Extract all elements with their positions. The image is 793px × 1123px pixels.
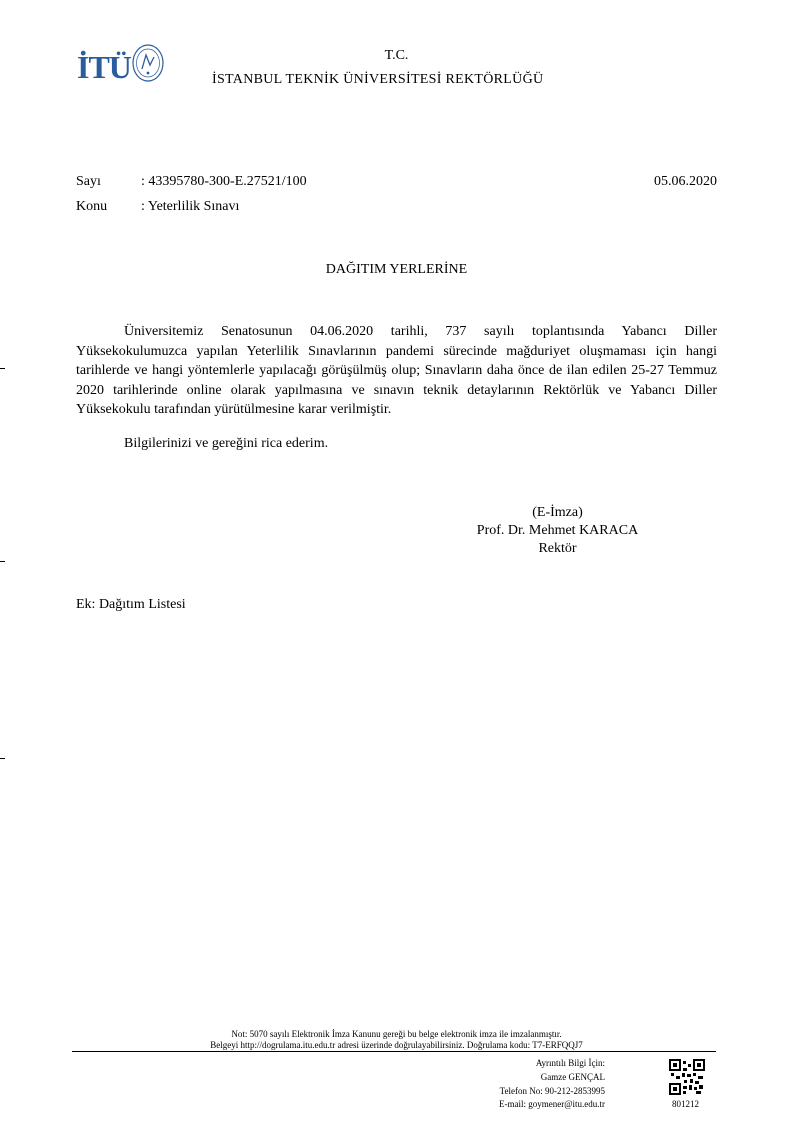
contact-email: E-mail: goymener@itu.edu.tr [498, 1099, 605, 1109]
header-university-name: İSTANBUL TEKNİK ÜNİVERSİTESİ REKTÖRLÜĞÜ [212, 72, 544, 87]
contact-phone: Telefon No: 90-212-2853995 [499, 1086, 605, 1096]
konu-label: Konu [76, 199, 108, 214]
header-tc: T.C. [384, 48, 409, 63]
signatory-name: Prof. Dr. Mehmet KARACA [476, 523, 639, 538]
contact-title: Ayrıntılı Bilgi İçin: [535, 1058, 605, 1068]
main-paragraph: Üniversitemiz Senatosunun 04.06.2020 tarihli, 737 sayılı toplantısında Yabancı Diller Yüksekokulumuzca yapılan Yeterlilik Sınavlarının pandemi sürecinde mağduriyet oluşmaması için hangi tarihlerde ve hangi yöntemlerle yapılacağı görüşülmüş olup; Sınavların daha önce de ilan edilen 25-27 Temmuz 2020 tarihlerinde online olarak yapılmasına ve sınavın teknik detaylarının Rektörlük ve Yabancı Diller Yüksekokulu tarafından yürütülmesine karar verilmiştir. [76, 324, 717, 417]
footer-divider [72, 1051, 716, 1052]
distribution-heading: DAĞITIM YERLERİNE [325, 262, 468, 277]
document-date: 05.06.2020 [654, 174, 717, 189]
sayi-value: : 43395780-300-E.27521/100 [141, 174, 307, 189]
signatory-title: Rektör [538, 541, 577, 556]
qr-code-icon [669, 1059, 705, 1095]
e-signature-label: (E-İmza) [532, 505, 583, 520]
margin-mark [0, 758, 5, 759]
attachment-note: Ek: Dağıtım Listesi [76, 597, 186, 612]
margin-mark [0, 368, 5, 369]
footer-verification-note: Belgeyi http://dogrulama.itu.edu.tr adresi üzerinde doğrulayabilirsiniz. Doğrulama kodu: T7-ERFQQJ7 [210, 1040, 583, 1050]
konu-value: : Yeterlilik Sınavı [141, 199, 240, 214]
closing-paragraph: Bilgilerinizi ve gereğini rica ederim. [124, 436, 329, 451]
contact-name: Gamze GENÇAL [540, 1072, 605, 1082]
footer-signature-note: Not: 5070 sayılı Elektronik İmza Kanunu gereği bu belge elektronik imza ile imzalanmıştır. [231, 1029, 562, 1039]
sayi-label: Sayı [76, 174, 101, 189]
logo-text: İTÜ [77, 49, 131, 85]
qr-code-number: 801212 [672, 1099, 699, 1109]
margin-mark [0, 561, 5, 562]
